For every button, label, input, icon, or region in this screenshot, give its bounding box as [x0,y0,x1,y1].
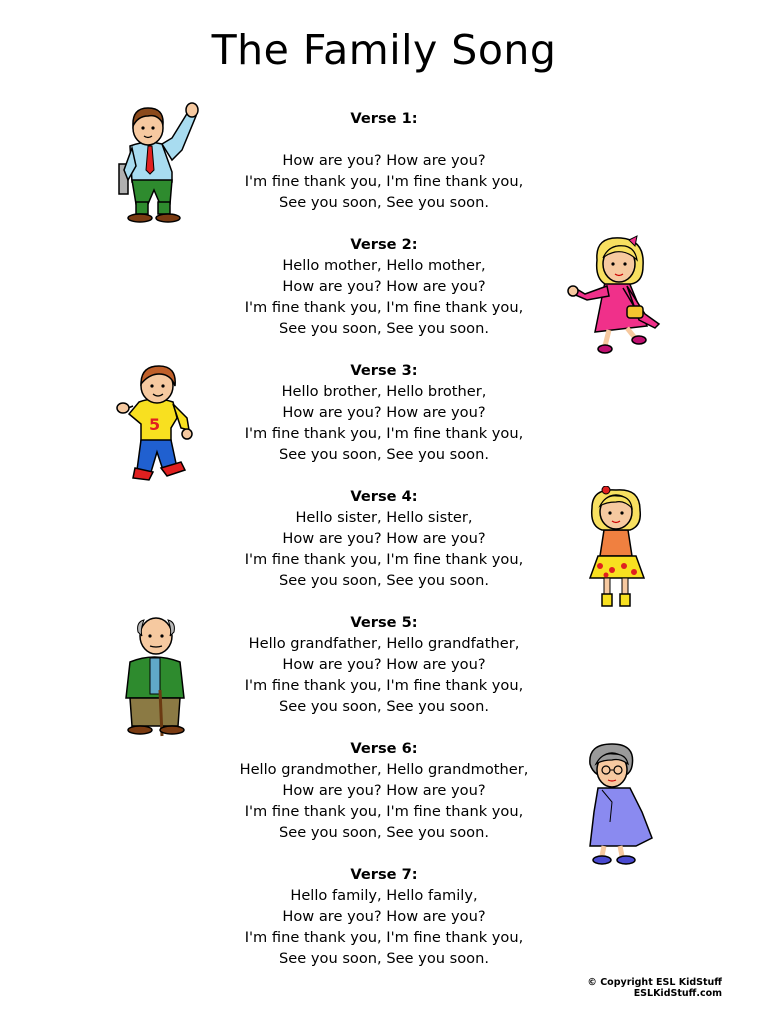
sister-illustration [584,486,650,610]
verse-heading: Verse 7: [350,866,418,883]
verse-line: I'm fine thank you, I'm fine thank you, [244,551,524,568]
verse-heading: Verse 6: [350,740,418,757]
website-text: ESLKidStuff.com [633,988,722,999]
verse-line: How are you? How are you? [282,782,486,799]
verse-line: Hello sister, Hello sister, [295,509,473,526]
verse-heading: Verse 4: [350,488,418,505]
verse-line: See you soon, See you soon. [279,824,489,841]
grandmother-illustration [580,742,656,866]
verse-line: How are you? How are you? [282,404,486,421]
verse-heading: Verse 3: [350,362,418,379]
verse-line: How are you? How are you? [282,530,486,547]
verse-line: How are you? How are you? [282,152,486,169]
father-illustration [110,100,202,226]
brother-illustration [115,362,197,484]
verse-line: How are you? How are you? [282,908,486,925]
verse-line: See you soon, See you soon. [279,194,489,211]
verse-2 [150,234,618,339]
verse-line: How are you? How are you? [282,656,486,673]
verse-line: See you soon, See you soon. [279,698,489,715]
page-title: The Family Song [211,26,557,74]
verse-line: See you soon, See you soon. [279,320,489,337]
brother-shirt-number: 5 [149,415,161,434]
verse-heading: Verse 2: [350,236,418,253]
verse-3 [150,360,618,465]
copyright-text: © Copyright ESL KidStuff [587,977,722,988]
verse-line: See you soon, See you soon. [279,572,489,589]
verse-line: Hello mother, Hello mother, [282,257,486,274]
verse-line: Hello brother, Hello brother, [281,383,487,400]
grandfather-illustration [122,614,192,738]
verse-line: I'm fine thank you, I'm fine thank you, [244,173,524,190]
mother-illustration [565,234,665,358]
verse-line: Hello family, Hello family, [290,887,478,904]
verse-1 [150,108,618,213]
verse-line: I'm fine thank you, I'm fine thank you, [244,425,524,442]
verse-7 [150,864,618,969]
verse-line: See you soon, See you soon. [279,950,489,967]
verse-line: Hello grandmother, Hello grandmother, [239,761,529,778]
verse-line: I'm fine thank you, I'm fine thank you, [244,803,524,820]
verse-line: I'm fine thank you, I'm fine thank you, [244,677,524,694]
verse-line: I'm fine thank you, I'm fine thank you, [244,929,524,946]
verse-heading: Verse 1: [350,110,418,127]
verse-4 [150,486,618,591]
verse-heading: Verse 5: [350,614,418,631]
verse-6 [150,738,618,843]
copyright-footer [587,977,722,999]
verse-line: Hello grandfather, Hello grandfather, [248,635,520,652]
verse-line: How are you? How are you? [282,278,486,295]
verse-line: I'm fine thank you, I'm fine thank you, [244,299,524,316]
verse-line: See you soon, See you soon. [279,446,489,463]
verse-5 [150,612,618,717]
